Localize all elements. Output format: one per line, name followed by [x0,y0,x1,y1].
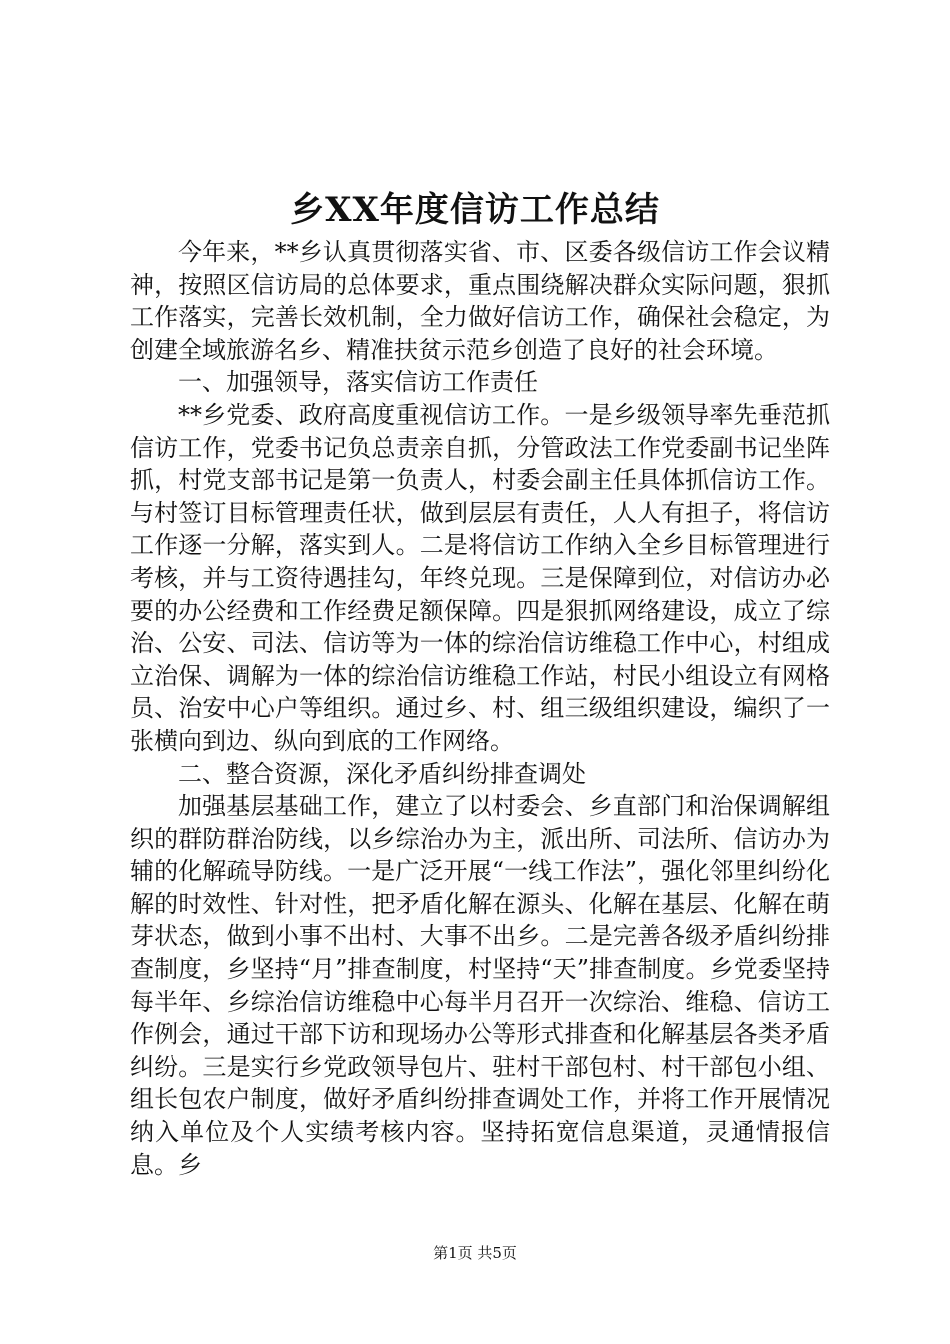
section-heading-1: 一、加强领导，落实信访工作责任 [178,368,538,397]
paragraph-section-2: 加强基层基础工作，建立了以村委会、乡直部门和治保调解组织的群防群治防线，以乡综治办为主，派出所、司法所、信访办为辅的化解疏导防线。一是广泛开展“一线工作法”，强化邻里纠纷化解的时效性、针对性，把矛盾化解在源头、化解在基层、化解在萌芽状态，做到小事不出村、大事不出乡。二是完善各级矛盾纠纷排查制度，乡坚持“月”排查制度，村坚持“天”排查制度。乡党委坚持每半年、乡综治信访维稳中心每半月召开一次综治、维稳、信访工作例会，通过干部下访和现场办公等形式排查和化解基层各类矛盾纠纷。三是实行乡党政领导包片、驻村干部包村、村干部包小组、组长包农户制度，做好矛盾纠纷排查调处工作，并将工作开展情况纳入单位及个人实绩考核内容。坚持拓宽信息渠道，灵通情报信息。乡 [130,792,830,1179]
paragraph-intro: 今年来，**乡认真贯彻落实省、市、区委各级信访工作会议精神，按照区信访局的总体要求，重点围绕解决群众实际问题，狠抓工作落实，完善长效机制，全力做好信访工作，确保社会稳定，为创建全域旅游名乡、精准扶贫示范乡创造了良好的社会环境。 [130,238,830,364]
document-title: 乡XX年度信访工作总结 [290,190,660,230]
section-heading-2: 二、整合资源，深化矛盾纠纷排查调处 [178,759,586,788]
document-body [130,236,830,1181]
page-number-footer: 第1页 共5页 [433,1244,517,1262]
paragraph-section-1: **乡党委、政府高度重视信访工作。一是乡级领导率先垂范抓信访工作，党委书记负总责亲自抓，分管政法工作党委副书记坐阵抓，村党支部书记是第一负责人，村委会副主任具体抓信访工作。与村签订目标管理责任状，做到层层有责任，人人有担子，将信访工作逐一分解，落实到人。二是将信访工作纳入全乡目标管理进行考核，并与工资待遇挂勾，年终兑现。三是保障到位，对信访办必要的办公经费和工作经费足额保障。四是狠抓网络建设，成立了综治、公安、司法、信访等为一体的综治信访维稳工作中心，村组成立治保、调解为一体的综治信访维稳工作站，村民小组设立有网格员、治安中心户等组织。通过乡、村、组三级组织建设，编织了一张横向到边、纵向到底的工作网络。 [130,400,830,755]
